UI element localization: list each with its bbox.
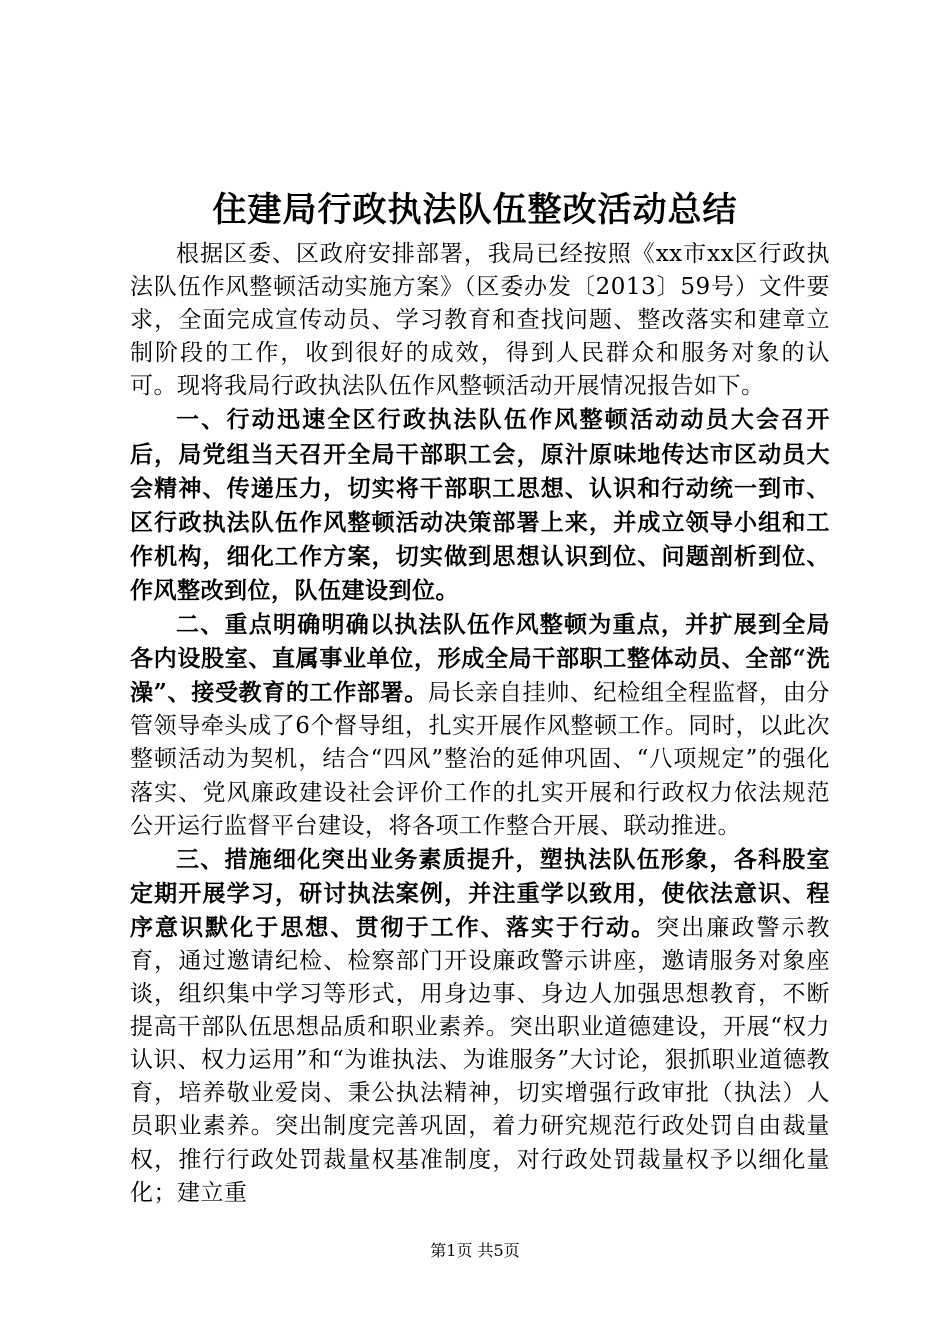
paragraph-section-3: [130, 843, 830, 1210]
paragraph-text: 局长亲自挂帅、纪检组全程监督，由分管领导牵头成了6个督导组，扎实开展作风整顿工作。同时，以此次整顿活动为契机，结合“四风”整治的延伸巩固、“八项规定”的强化落实、党风廉政建设社会评价工作的扎实开展和行政权力依法规范公开运行监督平台建设，将各项工作整合开展、联动推进。: [130, 680, 831, 839]
document-body: [130, 237, 830, 1210]
paragraph-intro: [130, 237, 830, 403]
page-footer: 第1页 共5页: [430, 1241, 520, 1260]
paragraph-text: 突出廉政警示教育，通过邀请纪检、检察部门开设廉政警示讲座，邀请服务对象座谈，组织集中学习等形式，用身边事、身边人加强思想教育，不断提高干部队伍思想品质和职业素养。突出职业道德建设，开展“权力认识、权力运用”和“为谁执法、为谁服务”大讨论，狠抓职业道德教育，培养敬业爱岗、秉公执法精神，切实增强行政审批（执法）人员职业素养。突出制度完善巩固，着力研究规范行政处罚自由裁量权，推行行政处罚裁量权基准制度，对行政处罚裁量权予以细化量化；建立重: [130, 914, 831, 1206]
paragraph-text: 根据区委、区政府安排部署，我局已经按照《xx市xx区行政执法队伍作风整顿活动实施方案》（区委办发〔2013〕59号）文件要求，全面完成宣传动员、学习教育和查找问题、整改落实和建章立制阶段的工作，收到很好的成效，得到人民群众和服务对象的认可。现将我局行政执法队伍作风整顿活动开展情况报告如下。: [130, 241, 830, 400]
document-title: 住建局行政执法队伍整改活动总结: [212, 190, 738, 230]
paragraph-section-2: [130, 608, 830, 843]
paragraph-section-1: [130, 403, 830, 608]
paragraph-lead: 一、行动迅速全区行政执法队伍作风整顿活动动员大会召开后，局党组当天召开全局干部职工会，原汁原味地传达市区动员大会精神、传递压力，切实将干部职工思想、认识和行动统一到市、区行政执法队伍作风整顿活动决策部署上来，并成立领导小组和工作机构，细化工作方案，切实做到思想认识到位、问题剖析到位、作风整改到位，队伍建设到位。: [130, 406, 830, 604]
paragraph-lead: 二、重点明确明确以执法队伍作风整顿为重点，并扩展到全局各内设股室、直属事业单位，形成全局干部职工整体动员、全部“洗澡”、接受教育的工作部署。: [130, 611, 830, 707]
paragraph-lead: 三、措施细化突出业务素质提升，塑执法队伍形象，各科股室定期开展学习，研讨执法案例，并注重学以致用，使依法意识、程序意识默化于思想、贯彻于工作、落实于行动。: [130, 845, 830, 941]
